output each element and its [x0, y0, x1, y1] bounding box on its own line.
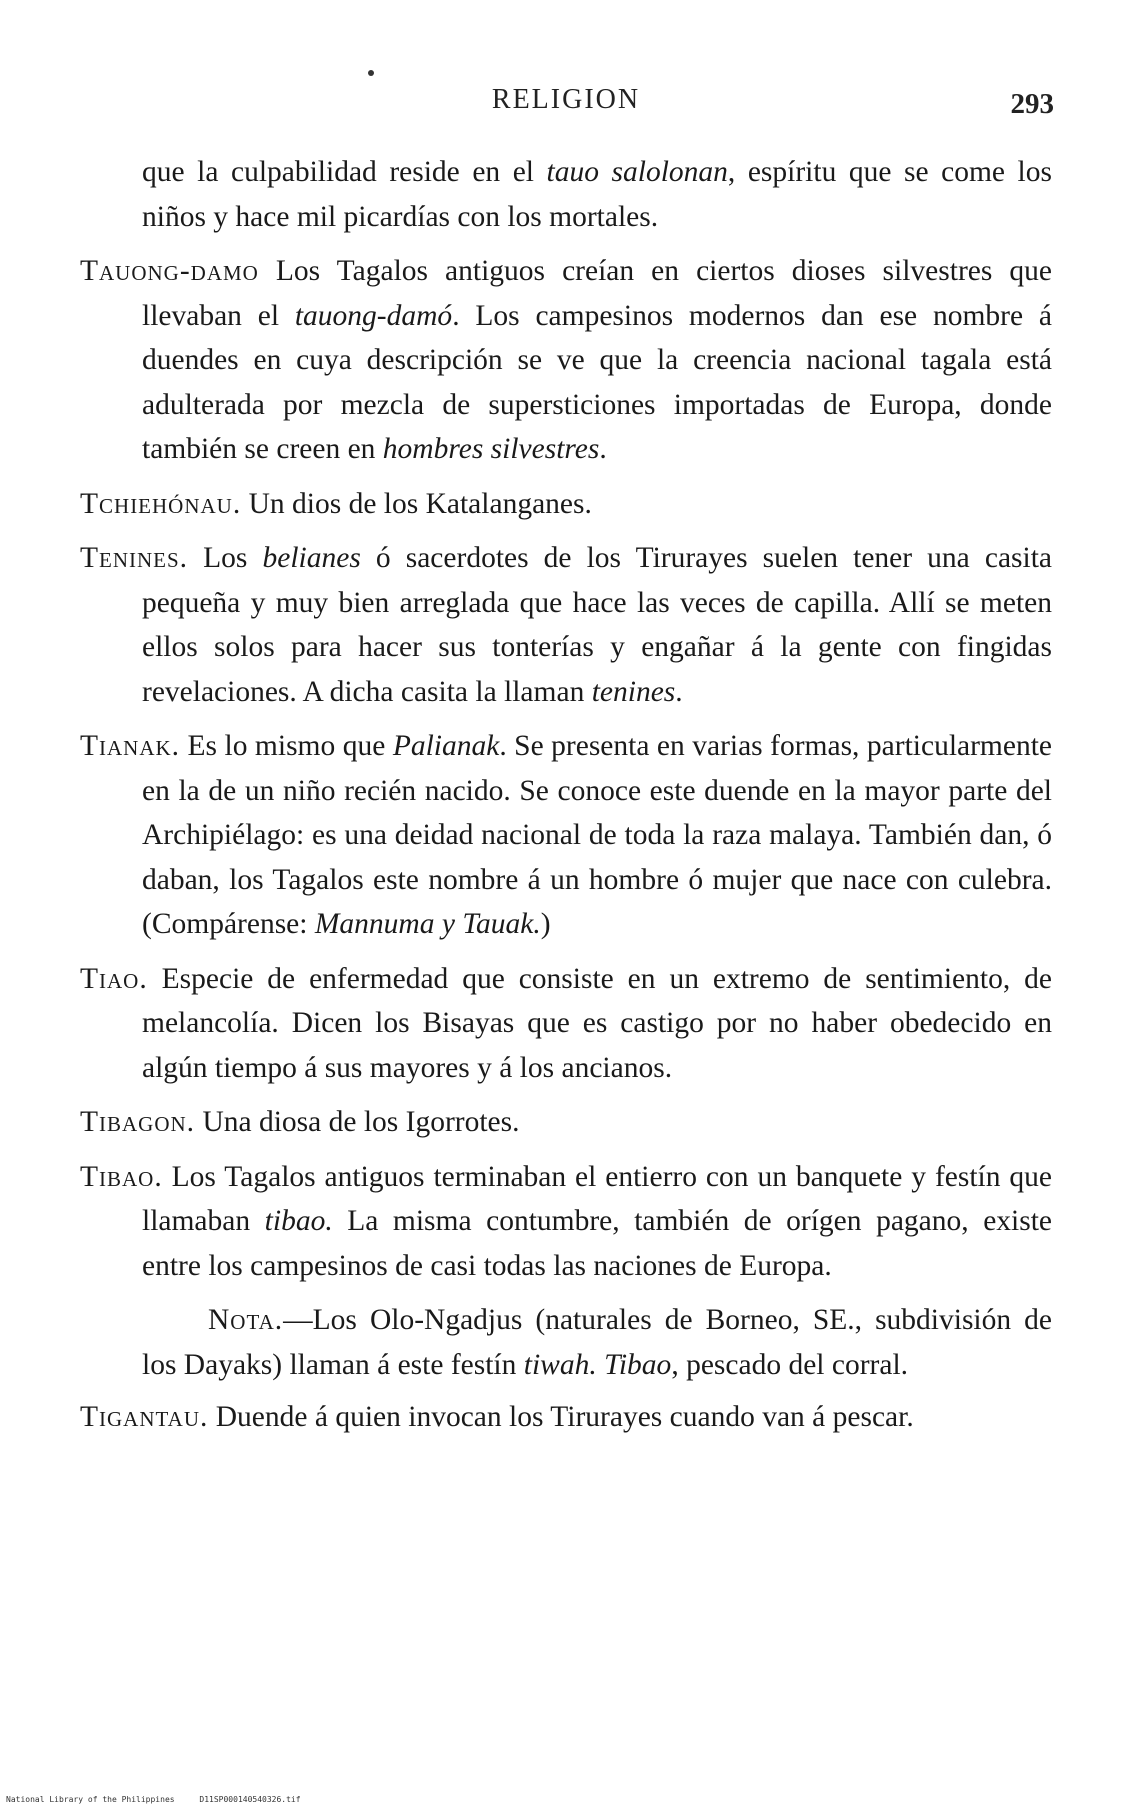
page-title: RELIGION: [491, 84, 641, 115]
entry-tigantau: [80, 1395, 1052, 1440]
text-run: , pescado del corral.: [671, 1348, 909, 1381]
scan-footer: [6, 1795, 321, 1804]
italic-term: Mannuma y Tauak.: [314, 908, 541, 940]
text-run: ó sacerdotes de los Tirurayes suelen tener una casita pequeña y muy bien arreglada que hace las veces de capilla. Allí se meten ellos solos para hacer sus tonterías y engañar á la gente con fingidas revelaciones. A dicha casita la llaman: [142, 542, 1053, 708]
running-head: [0, 84, 1132, 124]
headword: Tenines.: [80, 542, 189, 574]
entry-tauong-damo: [80, 249, 1052, 472]
text-run: .: [675, 675, 683, 708]
text-run: —Los Olo-Ngadjus (naturales de Borneo, SE., subdivisión de los Dayaks) llaman á este festín: [142, 1304, 1052, 1381]
page-number: 293: [1010, 88, 1054, 120]
entry-tiao: [80, 957, 1052, 1091]
entry-continuation: [80, 150, 1052, 239]
text-run: .: [599, 433, 607, 465]
headword: Tianak.: [80, 730, 181, 762]
italic-term: hombres silvestres: [382, 433, 600, 465]
text-run: . Se presenta en varias formas, particularmente en la de un niño recién nacido. Se conoce este duende en la mayor parte del Archipiélago: es una deidad nacional de toda la raza malaya. También dan, ó daban, los Tagalos este nombre á un hombre ó mujer que nace con culebra. (Compárense:: [142, 730, 1053, 940]
italic-term: tiwah.: [523, 1348, 597, 1381]
headword: Tibagon.: [80, 1106, 196, 1138]
page-body: [80, 150, 1052, 1450]
text-run: ): [540, 908, 551, 940]
text-run: Una diosa de los Igorrotes.: [195, 1106, 520, 1138]
headword: Tchiehónau.: [80, 487, 242, 520]
text-run: Los Tagalos antiguos creían en ciertos dioses silvestres que llevaban el: [142, 255, 1052, 332]
entry-tianak: [80, 724, 1052, 947]
text-run: , espíritu que se come los niños y hace mil picardías con los mortales.: [142, 156, 1052, 233]
entry-tenines: [80, 536, 1052, 714]
text-run: Duende á quien invocan los Tirurayes cuando van á pescar.: [208, 1401, 914, 1433]
note-label: Nota.: [208, 1304, 284, 1336]
text-run: [597, 1349, 604, 1381]
text-run: Especie de enfermedad que consiste en un extremo de sentimiento, de melancolía. Dicen los Bisayas que es castigo por no haber obedecido en algún tiempo á sus mayores y á los ancianos.: [142, 962, 1052, 1084]
note-paragraph: [80, 1298, 1052, 1387]
text-run: Los Tagalos antiguos terminaban el entierro con un banquete y festín que llamaban: [142, 1160, 1052, 1237]
text-run: . Los campesinos modernos dan ese nombre á duendes en cuya descripción se ve que la creencia nacional tagala está adulterada por mezcla de supersticiones importadas de Europa, donde también se creen en: [142, 299, 1052, 465]
italic-term: tenines: [591, 675, 676, 708]
text-run: Los: [188, 542, 263, 574]
italic-term: Tibao: [604, 1348, 672, 1381]
headword: Tigantau.: [80, 1401, 209, 1433]
scan-filename: D11SP000140540326.tif: [199, 1795, 301, 1804]
entry-tibao: [80, 1155, 1052, 1289]
entry-tchiehonau: [80, 482, 1052, 527]
text-run: que la culpabilidad reside en el: [142, 156, 547, 188]
italic-term: Palianak: [392, 730, 500, 762]
entry-tibagon: [80, 1100, 1052, 1145]
ink-dot: [368, 70, 374, 76]
italic-term: tauo salolonan: [546, 156, 728, 188]
headword: Tauong-damo: [80, 255, 259, 287]
text-run: La misma contumbre, también de orígen pagano, existe entre los campesinos de casi todas las naciones de Europa.: [142, 1205, 1052, 1282]
italic-term: tibao.: [264, 1205, 333, 1237]
headword: Tibao.: [80, 1160, 163, 1193]
italic-term: belianes: [262, 542, 361, 574]
text-run: Un dios de los Katalanganes.: [241, 487, 592, 520]
headword: Tiao.: [80, 962, 148, 995]
italic-term: tauong-damó: [294, 299, 453, 332]
text-run: Es lo mismo que: [180, 730, 393, 762]
library-credit: National Library of the Philippines: [6, 1795, 175, 1804]
